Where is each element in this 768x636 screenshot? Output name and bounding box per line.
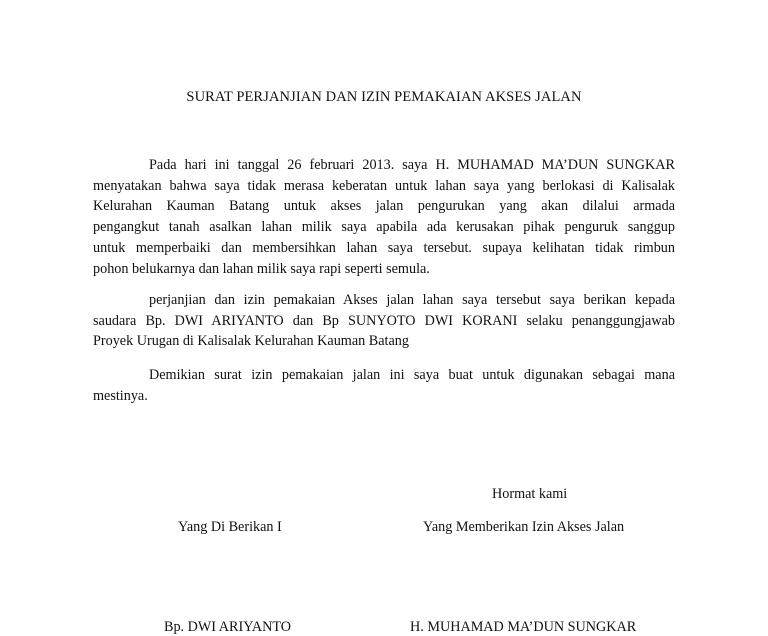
paragraph-1-line-6: pohon belukarnya dan lahan milik saya rapi seperti semula. [93, 260, 430, 277]
paragraph-1-line-5: untuk memperbaiki dan membersihkan lahan saya tersebut. supaya kelihatan tidak rimbun [93, 239, 675, 256]
paragraph-3 [93, 365, 675, 406]
closing-text: Hormat kami [492, 486, 568, 502]
paragraph-2 [93, 290, 675, 352]
paragraph-3-line-2: mestinya. [93, 387, 148, 404]
right-signatory-name: H. MUHAMAD MA’DUN SUNGKAR [410, 619, 637, 635]
paragraph-1-line-2: menyatakan bahwa saya tidak merasa keberatan untuk lahan saya yang berlokasi di Kalisalak [93, 177, 675, 194]
paragraph-2-line-1: perjanjian dan izin pemakaian Akses jalan lahan saya tersebut saya berikan kepada [149, 292, 675, 308]
document-title: SURAT PERJANJIAN DAN IZIN PEMAKAIAN AKSES JALAN [186, 89, 582, 105]
paragraph-2-line-3: Proyek Urugan di Kalisalak Kelurahan Kauman Batang [93, 333, 409, 350]
paragraph-1 [93, 155, 675, 279]
paragraph-1-line-3: Kelurahan Kauman Batang untuk akses jalan pengurukan yang akan dilalui armada [93, 198, 675, 215]
right-signatory-role: Yang Memberikan Izin Akses Jalan [423, 519, 625, 535]
paragraph-3-line-1: Demikian surat izin pemakaian jalan ini saya buat untuk digunakan sebagai mana [149, 367, 675, 383]
paragraph-1-line-1: Pada hari ini tanggal 26 februari 2013. saya H. MUHAMAD MA’DUN SUNGKAR [149, 157, 675, 173]
paragraph-1-line-4: pengangkut tanah asalkan lahan milik saya apabila ada kerusakan pihak penguruk sanggup [93, 219, 675, 236]
paragraph-2-line-2: saudara Bp. DWI ARIYANTO dan Bp SUNYOTO DWI KORANI selaku penanggungjawab [93, 312, 675, 329]
left-signatory-name: Bp. DWI ARIYANTO [164, 619, 292, 635]
left-signatory-role: Yang Di Berikan I [178, 519, 282, 535]
